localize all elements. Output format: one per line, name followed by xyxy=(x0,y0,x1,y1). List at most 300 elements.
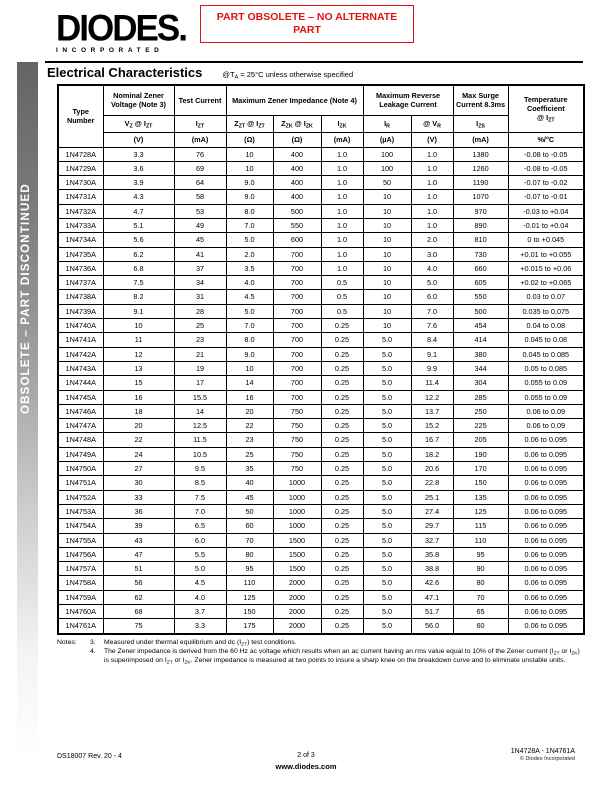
value-cell: 6.0 xyxy=(174,533,226,547)
value-cell: 1500 xyxy=(273,533,321,547)
table-row xyxy=(58,290,584,304)
value-cell: 1.0 xyxy=(411,176,453,190)
table-row xyxy=(58,533,584,547)
type-number-cell: 1N4740A xyxy=(58,319,103,333)
value-cell: 60 xyxy=(226,519,273,533)
value-cell: 0.25 xyxy=(321,590,363,604)
unit-ohm-1: (Ω) xyxy=(226,132,273,147)
value-cell: 5.0 xyxy=(226,304,273,318)
col-header-temp-coefficient xyxy=(508,85,584,132)
value-cell: 12.2 xyxy=(411,390,453,404)
value-cell: 1.0 xyxy=(321,176,363,190)
value-cell: 58 xyxy=(174,190,226,204)
value-cell: 225 xyxy=(453,419,508,433)
type-number-cell: 1N4737A xyxy=(58,276,103,290)
value-cell: 0.06 to 0.095 xyxy=(508,490,584,504)
value-cell: 750 xyxy=(273,462,321,476)
value-cell: 3.7 xyxy=(174,605,226,619)
note-text: Measured under thermal equilibrium and dc $(I_{ZT})$ test conditions. xyxy=(104,639,297,648)
value-cell: 56 xyxy=(103,576,174,590)
value-cell: 25 xyxy=(226,447,273,461)
value-cell: 7.5 xyxy=(174,490,226,504)
table-row xyxy=(58,276,584,290)
type-number-cell: 1N4736A xyxy=(58,261,103,275)
value-cell: 5.0 xyxy=(363,447,411,461)
value-cell: 13.7 xyxy=(411,404,453,418)
value-cell: 150 xyxy=(453,476,508,490)
value-cell: 190 xyxy=(453,447,508,461)
value-cell: 100 xyxy=(363,161,411,175)
value-cell: 0.25 xyxy=(321,376,363,390)
unit-pct-c: %/°C xyxy=(508,132,584,147)
table-header xyxy=(58,85,584,147)
value-cell: 90 xyxy=(453,562,508,576)
value-cell: 7.0 xyxy=(226,319,273,333)
value-cell: 4.0 xyxy=(174,590,226,604)
value-cell: 5.6 xyxy=(103,233,174,247)
symbol-zzt-izt: $Z_{ZT}$ @ $I_{ZT}$ xyxy=(226,115,273,132)
value-cell: 5.0 xyxy=(363,533,411,547)
value-cell: 5.0 xyxy=(363,361,411,375)
table-row xyxy=(58,261,584,275)
value-cell: 10 xyxy=(103,319,174,333)
value-cell: 5.0 xyxy=(363,476,411,490)
value-cell: 0.06 to 0.095 xyxy=(508,605,584,619)
value-cell: 700 xyxy=(273,247,321,261)
value-cell: 41 xyxy=(174,247,226,261)
value-cell: 0.06 to 0.095 xyxy=(508,533,584,547)
value-cell: 0.045 to 0.08 xyxy=(508,333,584,347)
value-cell: 2.0 xyxy=(411,233,453,247)
value-cell: 18.2 xyxy=(411,447,453,461)
unit-ma-2: (mA) xyxy=(321,132,363,147)
table-row xyxy=(58,376,584,390)
value-cell: 4.0 xyxy=(411,261,453,275)
value-cell: 10 xyxy=(363,247,411,261)
value-cell: 5.1 xyxy=(103,218,174,232)
value-cell: 0.04 to 0.08 xyxy=(508,319,584,333)
value-cell: 5.0 xyxy=(363,619,411,634)
value-cell: 5.0 xyxy=(363,519,411,533)
value-cell: 5.0 xyxy=(174,562,226,576)
symbol-izs: $I_{ZS}$ xyxy=(453,115,508,132)
value-cell: 21 xyxy=(174,347,226,361)
table-row xyxy=(58,504,584,518)
value-cell: 10 xyxy=(226,147,273,161)
value-cell: 5.0 xyxy=(363,605,411,619)
value-cell: 1.0 xyxy=(411,147,453,161)
value-cell: 22.8 xyxy=(411,476,453,490)
value-cell: 70 xyxy=(453,590,508,604)
type-number-cell: 1N4742A xyxy=(58,347,103,361)
value-cell: 27.4 xyxy=(411,504,453,518)
value-cell: -0.01 to +0.04 xyxy=(508,218,584,232)
table-row xyxy=(58,447,584,461)
value-cell: 0.06 to 0.095 xyxy=(508,590,584,604)
value-cell: 125 xyxy=(226,590,273,604)
type-number-cell: 1N4729A xyxy=(58,161,103,175)
value-cell: 1000 xyxy=(273,476,321,490)
value-cell: 5.5 xyxy=(174,547,226,561)
value-cell: 7.6 xyxy=(411,319,453,333)
table-row xyxy=(58,247,584,261)
type-number-cell: 1N4754A xyxy=(58,519,103,533)
footer-copyright: © Diodes Incorporated xyxy=(519,756,575,762)
value-cell: 660 xyxy=(453,261,508,275)
table-row xyxy=(58,605,584,619)
value-cell: 12 xyxy=(103,347,174,361)
unit-ua: (µA) xyxy=(363,132,411,147)
table-row xyxy=(58,562,584,576)
value-cell: 1260 xyxy=(453,161,508,175)
value-cell: 250 xyxy=(453,404,508,418)
value-cell: 4.0 xyxy=(226,276,273,290)
value-cell: 400 xyxy=(273,176,321,190)
table-row xyxy=(58,161,584,175)
value-cell: 70 xyxy=(226,533,273,547)
value-cell: 10 xyxy=(363,190,411,204)
value-cell: 6.5 xyxy=(174,519,226,533)
value-cell: 62 xyxy=(103,590,174,604)
value-cell: 1.0 xyxy=(321,190,363,204)
value-cell: 0.05 to 0.085 xyxy=(508,361,584,375)
col-header-max-zener-impedance: Maximum Zener Impedance (Note 4) xyxy=(226,85,363,115)
symbol-izt: $I_{ZT}$ xyxy=(174,115,226,132)
value-cell: 31 xyxy=(174,290,226,304)
note-text: The Zener impedance is derived from the 60 Hz ac voltage which results when an ac current having an rms value equal to 10% of the Zener current ($I_{ZT}$ or $I_{ZK}$) is superimposed on $I_{ZT}$ or $I_{ZK}$. Zener impedance is measured at two points to insure a sharp knee on the breakdown curve and to eliminate unstable units. xyxy=(104,648,580,666)
value-cell: 5.0 xyxy=(363,576,411,590)
value-cell: 0.06 to 0.095 xyxy=(508,562,584,576)
value-cell: 400 xyxy=(273,147,321,161)
symbol-ir: $I_R$ xyxy=(363,115,411,132)
type-number-cell: 1N4752A xyxy=(58,490,103,504)
value-cell: 76 xyxy=(174,147,226,161)
col-header-max-reverse-leakage: Maximum Reverse Leakage Current xyxy=(363,85,453,115)
type-number-cell: 1N4735A xyxy=(58,247,103,261)
table-row xyxy=(58,319,584,333)
value-cell: 550 xyxy=(453,290,508,304)
unit-v: (V) xyxy=(103,132,174,147)
value-cell: 5.0 xyxy=(363,347,411,361)
value-cell: 0.25 xyxy=(321,619,363,634)
value-cell: 2000 xyxy=(273,590,321,604)
value-cell: 6.2 xyxy=(103,247,174,261)
value-cell: 51 xyxy=(103,562,174,576)
type-number-cell: 1N4733A xyxy=(58,218,103,232)
value-cell: 1000 xyxy=(273,490,321,504)
value-cell: 34 xyxy=(174,276,226,290)
value-cell: 0.035 to 0.075 xyxy=(508,304,584,318)
type-number-cell: 1N4756A xyxy=(58,547,103,561)
note-number: 3. xyxy=(90,639,96,646)
value-cell: -0.08 to -0.05 xyxy=(508,161,584,175)
value-cell: 0.06 to 0.095 xyxy=(508,447,584,461)
value-cell: -0.07 to -0.01 xyxy=(508,190,584,204)
value-cell: 95 xyxy=(453,547,508,561)
value-cell: 304 xyxy=(453,376,508,390)
value-cell: 6.8 xyxy=(103,261,174,275)
value-cell: 0.25 xyxy=(321,404,363,418)
value-cell: 53 xyxy=(174,204,226,218)
value-cell: 16 xyxy=(103,390,174,404)
value-cell: 5.0 xyxy=(226,233,273,247)
value-cell: 5.0 xyxy=(363,376,411,390)
footer-right-block xyxy=(511,748,575,762)
value-cell: 10 xyxy=(363,218,411,232)
value-cell: -0.08 to -0.05 xyxy=(508,147,584,161)
value-cell: 3.5 xyxy=(226,261,273,275)
value-cell: 285 xyxy=(453,390,508,404)
value-cell: 0.25 xyxy=(321,347,363,361)
value-cell: 1380 xyxy=(453,147,508,161)
value-cell: 11 xyxy=(103,333,174,347)
value-cell: 1.0 xyxy=(321,147,363,161)
value-cell: 11.4 xyxy=(411,376,453,390)
value-cell: 3.6 xyxy=(103,161,174,175)
footer-website-link[interactable]: www.diodes.com xyxy=(275,762,337,771)
value-cell: 9.0 xyxy=(226,347,273,361)
col-header-type-number: Type Number xyxy=(58,85,103,147)
value-cell: 47.1 xyxy=(411,590,453,604)
value-cell: 10.5 xyxy=(174,447,226,461)
header-rule xyxy=(45,61,583,63)
value-cell: 9.1 xyxy=(103,304,174,318)
value-cell: 10 xyxy=(363,233,411,247)
value-cell: 0.25 xyxy=(321,390,363,404)
value-cell: +0.02 to +0.065 xyxy=(508,276,584,290)
value-cell: 35 xyxy=(226,462,273,476)
value-cell: 110 xyxy=(226,576,273,590)
value-cell: 100 xyxy=(363,147,411,161)
value-cell: 4.7 xyxy=(103,204,174,218)
value-cell: 50 xyxy=(363,176,411,190)
value-cell: 0.06 to 0.09 xyxy=(508,404,584,418)
value-cell: 0.06 to 0.095 xyxy=(508,504,584,518)
value-cell: 20.6 xyxy=(411,462,453,476)
type-number-cell: 1N4760A xyxy=(58,605,103,619)
value-cell: 43 xyxy=(103,533,174,547)
section-title: Electrical Characteristics xyxy=(47,65,203,80)
table-row xyxy=(58,462,584,476)
value-cell: 10 xyxy=(363,304,411,318)
note-item xyxy=(57,638,584,647)
value-cell: 19 xyxy=(174,361,226,375)
table-row xyxy=(58,404,584,418)
temp-coefficient-condition: @ $I_{ZT}$ xyxy=(537,113,555,124)
col-header-test-current: Test Current xyxy=(174,85,226,115)
table-row xyxy=(58,190,584,204)
value-cell: 27 xyxy=(103,462,174,476)
value-cell: 135 xyxy=(453,490,508,504)
value-cell: 37 xyxy=(174,261,226,275)
value-cell: 50 xyxy=(226,504,273,518)
value-cell: 5.0 xyxy=(363,562,411,576)
value-cell: 5.0 xyxy=(363,504,411,518)
value-cell: 1.0 xyxy=(321,161,363,175)
type-number-cell: 1N4748A xyxy=(58,433,103,447)
value-cell: 1500 xyxy=(273,547,321,561)
value-cell: 42.6 xyxy=(411,576,453,590)
sidebar-obsolete-label: OBSOLETE – PART DISCONTINUED xyxy=(20,183,32,414)
value-cell: 32.7 xyxy=(411,533,453,547)
value-cell: 47 xyxy=(103,547,174,561)
note-item xyxy=(57,647,584,665)
value-cell: 970 xyxy=(453,204,508,218)
value-cell: 414 xyxy=(453,333,508,347)
value-cell: 4.5 xyxy=(174,576,226,590)
value-cell: 700 xyxy=(273,361,321,375)
type-number-cell: 1N4746A xyxy=(58,404,103,418)
table-row xyxy=(58,576,584,590)
value-cell: 3.3 xyxy=(103,147,174,161)
value-cell: 0 to +0.045 xyxy=(508,233,584,247)
value-cell: 12.5 xyxy=(174,419,226,433)
value-cell: 16 xyxy=(226,390,273,404)
obsolete-banner-text: PART OBSOLETE – NO ALTERNATE PART xyxy=(216,10,398,36)
value-cell: -0.03 to +0.04 xyxy=(508,204,584,218)
value-cell: 0.06 to 0.095 xyxy=(508,576,584,590)
value-cell: 49 xyxy=(174,218,226,232)
table-row xyxy=(58,218,584,232)
symbol-zzk-izk: $Z_{ZK}$ @ $I_{ZK}$ xyxy=(273,115,321,132)
footer-page-number: 2 of 3 xyxy=(297,752,315,759)
value-cell: 35.8 xyxy=(411,547,453,561)
value-cell: 0.06 to 0.095 xyxy=(508,476,584,490)
col-header-max-surge-current: Max Surge Current 8.3ms xyxy=(453,85,508,115)
value-cell: 1.0 xyxy=(411,190,453,204)
value-cell: 2000 xyxy=(273,619,321,634)
table-body xyxy=(58,147,584,634)
value-cell: 0.25 xyxy=(321,576,363,590)
value-cell: 8.4 xyxy=(411,333,453,347)
value-cell: 0.25 xyxy=(321,533,363,547)
type-number-cell: 1N4753A xyxy=(58,504,103,518)
value-cell: 16.7 xyxy=(411,433,453,447)
value-cell: 80 xyxy=(453,576,508,590)
value-cell: 0.055 to 0.09 xyxy=(508,376,584,390)
value-cell: 750 xyxy=(273,404,321,418)
value-cell: 20 xyxy=(226,404,273,418)
value-cell: 68 xyxy=(103,605,174,619)
value-cell: 45 xyxy=(226,490,273,504)
table-row xyxy=(58,304,584,318)
value-cell: 500 xyxy=(273,204,321,218)
table-row xyxy=(58,147,584,161)
table-row xyxy=(58,333,584,347)
unit-ma-1: (mA) xyxy=(174,132,226,147)
type-number-cell: 1N4734A xyxy=(58,233,103,247)
value-cell: 890 xyxy=(453,218,508,232)
value-cell: 45 xyxy=(174,233,226,247)
value-cell: 0.25 xyxy=(321,319,363,333)
value-cell: 75 xyxy=(103,619,174,634)
value-cell: 0.25 xyxy=(321,547,363,561)
value-cell: 9.5 xyxy=(174,462,226,476)
diodes-logo xyxy=(56,8,194,54)
value-cell: 5.0 xyxy=(363,590,411,604)
logo-incorporated-text: INCORPORATED xyxy=(56,47,164,54)
value-cell: 110 xyxy=(453,533,508,547)
value-cell: 0.25 xyxy=(321,433,363,447)
value-cell: 205 xyxy=(453,433,508,447)
value-cell: 5.0 xyxy=(363,433,411,447)
value-cell: 0.06 to 0.095 xyxy=(508,433,584,447)
value-cell: 700 xyxy=(273,333,321,347)
value-cell: 454 xyxy=(453,319,508,333)
value-cell: 0.06 to 0.09 xyxy=(508,419,584,433)
table-row xyxy=(58,490,584,504)
type-number-cell: 1N4759A xyxy=(58,590,103,604)
value-cell: 64 xyxy=(174,176,226,190)
value-cell: 24 xyxy=(103,447,174,461)
type-number-cell: 1N4739A xyxy=(58,304,103,318)
value-cell: 10 xyxy=(226,161,273,175)
value-cell: 380 xyxy=(453,347,508,361)
type-number-cell: 1N4757A xyxy=(58,562,103,576)
value-cell: 1070 xyxy=(453,190,508,204)
value-cell: 1.0 xyxy=(411,204,453,218)
value-cell: 39 xyxy=(103,519,174,533)
value-cell: 18 xyxy=(103,404,174,418)
table-row xyxy=(58,361,584,375)
type-number-cell: 1N4743A xyxy=(58,361,103,375)
value-cell: 14 xyxy=(226,376,273,390)
value-cell: 3.3 xyxy=(174,619,226,634)
value-cell: 9.9 xyxy=(411,361,453,375)
value-cell: 17 xyxy=(174,376,226,390)
value-cell: 1190 xyxy=(453,176,508,190)
value-cell: 0.25 xyxy=(321,419,363,433)
table-row xyxy=(58,476,584,490)
value-cell: 0.5 xyxy=(321,304,363,318)
value-cell: 25.1 xyxy=(411,490,453,504)
value-cell: 7.0 xyxy=(411,304,453,318)
value-cell: 0.06 to 0.095 xyxy=(508,619,584,634)
value-cell: 1.0 xyxy=(321,247,363,261)
temp-coefficient-title: Temperature Coefficient xyxy=(523,95,568,114)
value-cell: +0.015 to +0.06 xyxy=(508,261,584,275)
value-cell: 7.5 xyxy=(103,276,174,290)
value-cell: 7.0 xyxy=(174,504,226,518)
value-cell: 730 xyxy=(453,247,508,261)
value-cell: 0.25 xyxy=(321,562,363,576)
value-cell: 600 xyxy=(273,233,321,247)
value-cell: 5.0 xyxy=(363,404,411,418)
table-row xyxy=(58,347,584,361)
value-cell: 0.5 xyxy=(321,276,363,290)
value-cell: 23 xyxy=(174,333,226,347)
value-cell: 9.1 xyxy=(411,347,453,361)
value-cell: 4.5 xyxy=(226,290,273,304)
value-cell: 1.0 xyxy=(321,204,363,218)
table-row xyxy=(58,204,584,218)
value-cell: 10 xyxy=(363,204,411,218)
value-cell: 15.2 xyxy=(411,419,453,433)
value-cell: 30 xyxy=(103,476,174,490)
value-cell: 5.0 xyxy=(411,276,453,290)
value-cell: 0.055 to 0.09 xyxy=(508,390,584,404)
type-number-cell: 1N4731A xyxy=(58,190,103,204)
value-cell: 15.5 xyxy=(174,390,226,404)
value-cell: 0.06 to 0.095 xyxy=(508,547,584,561)
value-cell: 10 xyxy=(226,361,273,375)
value-cell: 28 xyxy=(174,304,226,318)
table-row xyxy=(58,176,584,190)
value-cell: 1.0 xyxy=(321,218,363,232)
value-cell: 15 xyxy=(103,376,174,390)
value-cell: 56.0 xyxy=(411,619,453,634)
value-cell: 9.0 xyxy=(226,176,273,190)
